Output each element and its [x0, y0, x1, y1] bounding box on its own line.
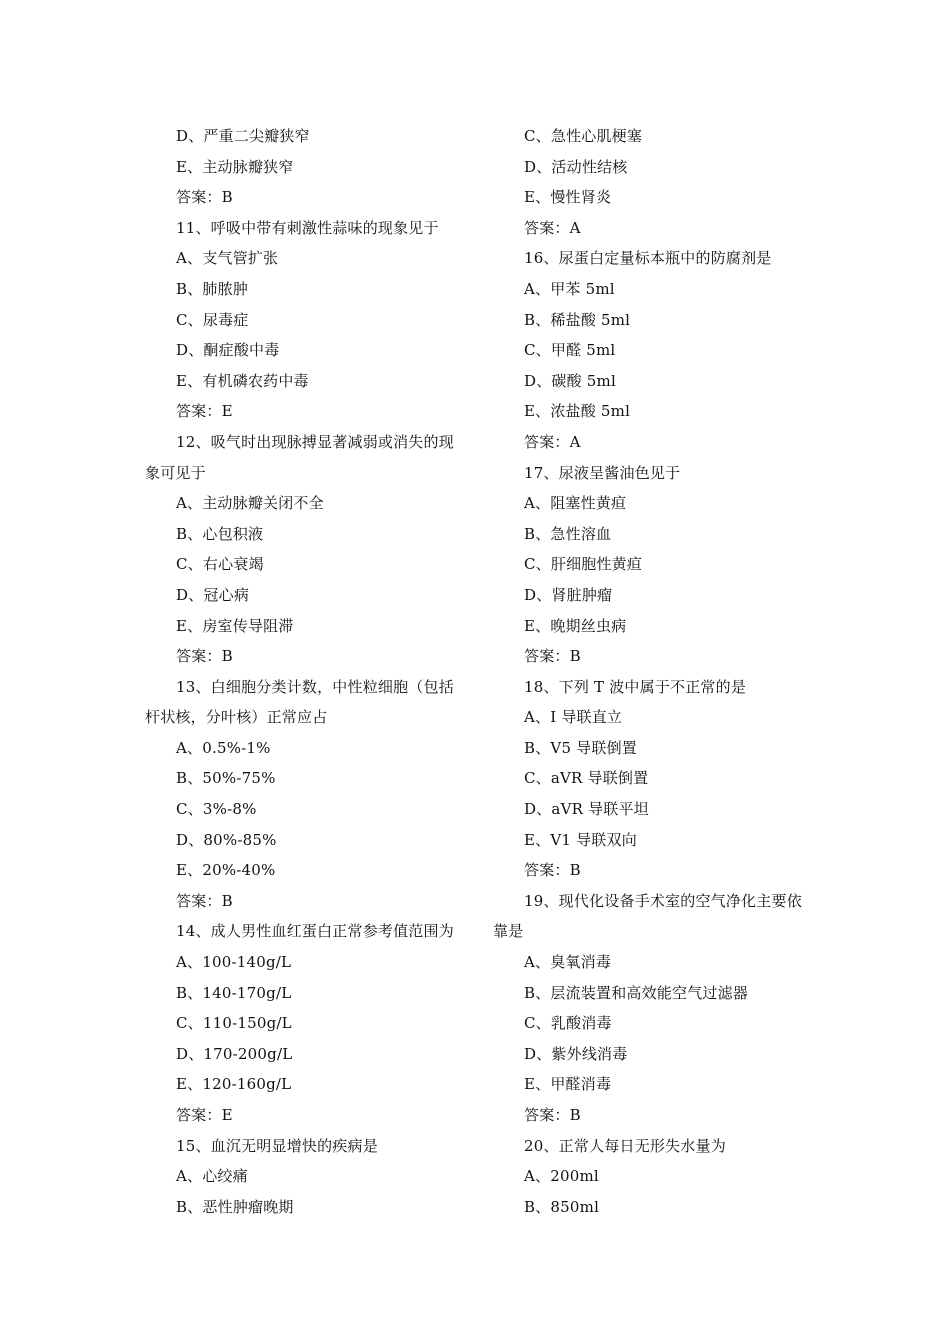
option-line: D、酮症酸中毒: [176, 341, 280, 360]
option-line: C、aVR 导联倒置: [524, 769, 649, 788]
question-continuation-line: 靠是: [493, 922, 524, 941]
option-line: D、严重二尖瓣狭窄: [176, 127, 310, 145]
left-column: [145, 121, 475, 1222]
option-line: C、甲醛 5ml: [524, 341, 616, 360]
option-line: E、20%-40%: [176, 861, 276, 880]
option-line: E、慢性肾炎: [524, 188, 612, 207]
option-line: A、甲苯 5ml: [524, 279, 615, 298]
question-line: 19、现代化设备手术室的空气净化主要依: [524, 891, 802, 910]
option-line: B、140-170g/L: [176, 983, 292, 1002]
option-line: B、急性溶血: [524, 524, 612, 543]
option-line: C、110-150g/L: [176, 1014, 292, 1033]
option-line: C、乳酸消毒: [524, 1014, 612, 1033]
answer-line: 答案：E: [176, 1106, 233, 1124]
option-line: C、右心衰竭: [176, 555, 264, 574]
option-line: A、臭氧消毒: [524, 953, 612, 972]
answer-line: 答案：B: [524, 1106, 581, 1124]
option-line: B、V5 导联倒置: [524, 738, 637, 757]
question-line: 20、正常人每日无形失水量为: [524, 1136, 726, 1155]
option-line: E、甲醛消毒: [524, 1075, 612, 1094]
answer-line: 答案：B: [524, 647, 581, 666]
option-line: D、肾脏肿瘤: [524, 585, 613, 604]
option-line: B、层流装置和高效能空气过滤器: [524, 983, 749, 1002]
option-line: A、支气管扩张: [176, 249, 279, 268]
question-continuation-line: 杆状核，分叶核）正常应占: [145, 708, 328, 727]
option-line: A、200ml: [524, 1167, 599, 1186]
option-line: C、尿毒症: [176, 310, 249, 329]
option-line: A、0.5%-1%: [176, 738, 271, 757]
option-line: D、80%-85%: [176, 830, 277, 849]
answer-line: 答案：B: [176, 891, 233, 910]
answer-line: 答案：B: [524, 861, 581, 880]
answer-line: 答案：E: [176, 402, 233, 421]
option-line: B、心包积液: [176, 524, 264, 543]
answer-line: 答案：A: [524, 218, 581, 237]
right-column: [493, 121, 823, 1222]
option-line: C、肝细胞性黄疸: [524, 555, 643, 574]
question-line: 18、下列 T 波中属于不正常的是: [524, 677, 747, 696]
option-line: B、恶性肿瘤晚期: [176, 1197, 294, 1216]
option-line: B、850ml: [524, 1197, 600, 1216]
option-line: B、稀盐酸 5ml: [524, 310, 631, 329]
question-line: 12、吸气时出现脉搏显著减弱或消失的现: [176, 432, 454, 451]
option-line: E、V1 导联双向: [524, 830, 637, 849]
option-line: C、3%-8%: [176, 800, 257, 819]
answer-line: 答案：B: [176, 647, 233, 666]
option-line: C、急性心肌梗塞: [524, 127, 643, 145]
option-line: D、活动性结核: [524, 157, 628, 176]
option-line: A、阻塞性黄疸: [524, 494, 627, 513]
option-line: A、100-140g/L: [176, 953, 292, 972]
answer-line: 答案：A: [524, 432, 581, 451]
option-line: B、肺脓肿: [176, 279, 249, 298]
option-line: D、冠心病: [176, 585, 250, 604]
option-line: E、120-160g/L: [176, 1075, 292, 1094]
option-line: A、主动脉瓣关闭不全: [176, 494, 324, 513]
answer-line: 答案：B: [176, 188, 233, 207]
option-line: E、浓盐酸 5ml: [524, 402, 631, 421]
option-line: E、主动脉瓣狭窄: [176, 157, 294, 176]
question-line: 17、尿液呈酱油色见于: [524, 463, 681, 482]
option-line: E、有机磷农药中毒: [176, 371, 309, 390]
question-line: 15、血沉无明显增快的疾病是: [176, 1136, 378, 1155]
option-line: D、紫外线消毒: [524, 1044, 628, 1063]
question-continuation-line: 象可见于: [145, 463, 206, 482]
option-line: D、170-200g/L: [176, 1044, 293, 1063]
option-line: E、房室传导阻滞: [176, 616, 294, 635]
question-line: 11、呼吸中带有刺激性蒜味的现象见于: [176, 218, 439, 237]
option-line: A、心绞痛: [176, 1167, 248, 1186]
question-line: 16、尿蛋白定量标本瓶中的防腐剂是: [524, 249, 772, 268]
question-line: 14、成人男性血红蛋白正常参考值范围为: [176, 922, 454, 941]
question-line: 13、白细胞分类计数，中性粒细胞（包括: [176, 677, 454, 696]
option-line: D、aVR 导联平坦: [524, 800, 649, 819]
option-line: A、I 导联直立: [524, 708, 623, 727]
option-line: D、碳酸 5ml: [524, 371, 616, 390]
option-line: E、晚期丝虫病: [524, 616, 627, 635]
option-line: B、50%-75%: [176, 769, 276, 788]
